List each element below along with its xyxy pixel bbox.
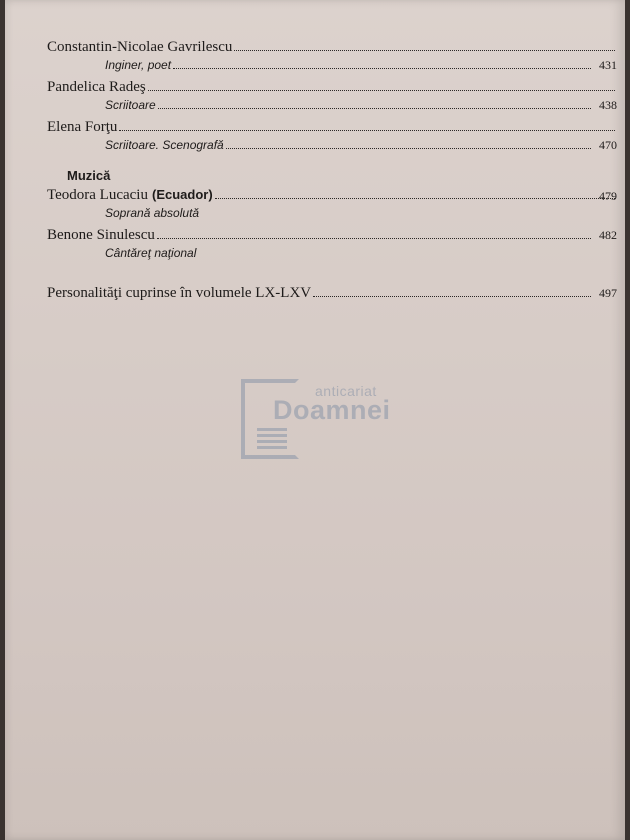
page-number: 470	[599, 138, 617, 152]
entry-role: Scriitoare	[105, 98, 156, 112]
books-icon	[257, 425, 287, 449]
watermark-main-text: Doamnei	[273, 395, 391, 425]
page-number: 479	[599, 189, 617, 203]
dot-leader	[158, 108, 591, 109]
dot-leader	[201, 216, 591, 217]
dot-leader	[226, 148, 591, 149]
toc-entry	[47, 185, 617, 222]
watermark-logo	[237, 377, 427, 462]
toc-entry	[47, 38, 617, 74]
entry-name: Elena Forţu	[47, 119, 118, 135]
dot-leader	[148, 90, 615, 91]
watermark-top-text: anticariat	[315, 383, 377, 399]
page-number: 438	[599, 98, 617, 112]
entry-name: Pandelica Radeş	[47, 79, 146, 95]
toc-entry	[47, 226, 617, 262]
entry-role: Cântăreţ naţional	[105, 246, 197, 260]
dot-leader	[313, 296, 591, 297]
entry-name: Benone Sinulescu	[47, 227, 155, 243]
toc-entry	[47, 78, 617, 114]
entry-name: Personalităţi cuprinse în volumele LX-LXV	[47, 285, 312, 301]
section-heading: Muzică	[67, 168, 111, 183]
dot-leader	[173, 68, 591, 69]
entry-name: Teodora Lucaciu	[47, 187, 148, 203]
dot-leader	[157, 238, 591, 239]
dot-leader	[234, 50, 615, 51]
dot-leader	[119, 130, 615, 131]
entry-role: Inginer, poet	[105, 58, 172, 72]
entry-qualifier: (Ecuador)	[151, 187, 213, 202]
entry-name: Constantin-Nicolae Gavrilescu	[47, 39, 233, 55]
dot-leader	[215, 198, 615, 199]
toc-entry	[47, 118, 617, 154]
page-number: 431	[599, 58, 617, 72]
book-page	[5, 0, 625, 840]
table-of-contents	[47, 38, 617, 307]
page-number: 497	[599, 286, 617, 300]
page-number: 482	[599, 228, 617, 242]
toc-entry	[47, 284, 617, 303]
entry-role: Scriitoare. Scenografă	[105, 138, 224, 152]
entry-role: Soprană absolută	[105, 206, 200, 220]
